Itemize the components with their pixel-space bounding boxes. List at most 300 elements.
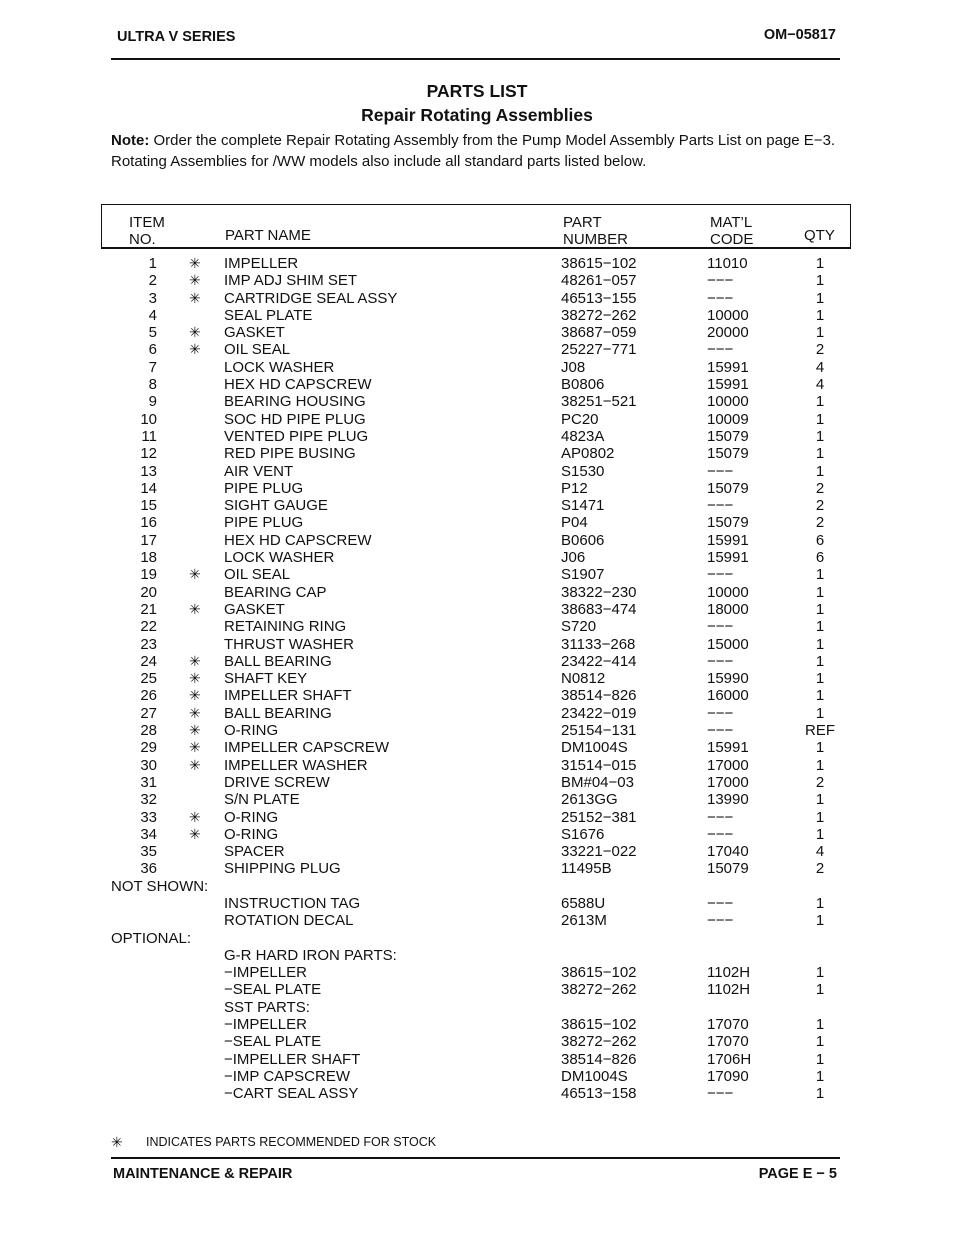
table-row: [0, 463, 954, 480]
material-code: 15000: [707, 635, 749, 653]
quantity: 1: [815, 1050, 825, 1068]
footer-page-number: PAGE E − 5: [758, 1166, 837, 1182]
part-number: 11495B: [561, 860, 612, 878]
not-shown-label: NOT SHOWN:: [111, 877, 209, 895]
material-code: 17040: [707, 843, 749, 861]
table-row: [0, 549, 954, 566]
quantity: 4: [815, 843, 825, 861]
stock-star-icon: ✳: [189, 704, 201, 721]
material-code: −−−: [707, 462, 734, 480]
quantity: 1: [815, 808, 825, 826]
material-code: 10009: [707, 410, 749, 428]
optional-row: [0, 981, 954, 998]
part-name: IMPELLER CAPSCREW: [224, 739, 390, 757]
optional-row: [0, 1085, 954, 1102]
part-name: BEARING CAP: [224, 583, 327, 601]
item-number: 18: [140, 549, 157, 567]
optional-label: OPTIONAL:: [111, 929, 192, 947]
stock-star-icon: ✳: [189, 825, 201, 842]
material-code: 15079: [707, 445, 749, 463]
quantity: 1: [815, 255, 825, 272]
item-number: 5: [148, 324, 157, 342]
part-name: VENTED PIPE PLUG: [224, 427, 369, 445]
material-code: 10000: [707, 393, 749, 411]
material-code: 1102H: [707, 981, 751, 999]
material-code: 10000: [707, 583, 749, 601]
stock-star-icon: ✳: [189, 670, 201, 687]
item-number: 27: [140, 704, 157, 722]
part-number: J06: [561, 549, 586, 567]
table-row: [0, 601, 954, 618]
part-number: S1676: [561, 825, 605, 843]
quantity: 1: [815, 981, 825, 999]
part-name: GASKET: [224, 600, 285, 618]
material-code: 10000: [707, 306, 749, 324]
item-number: 10: [140, 410, 157, 428]
part-name: −IMP CAPSCREW: [224, 1067, 350, 1085]
quantity: 6: [815, 531, 825, 549]
part-name: O-RING: [224, 808, 279, 826]
item-number: 13: [140, 462, 157, 480]
material-code: −−−: [707, 894, 734, 912]
quantity: 1: [815, 635, 825, 653]
part-number: 38251−521: [561, 393, 637, 411]
part-number: 23422−019: [561, 704, 637, 722]
item-number: 15: [140, 497, 157, 515]
table-row: [0, 757, 954, 774]
table-row: [0, 618, 954, 635]
material-code: 15991: [707, 739, 749, 757]
part-name: OIL SEAL: [224, 341, 291, 359]
quantity: 1: [815, 272, 825, 290]
item-number: 21: [140, 600, 157, 618]
table-row: [0, 376, 954, 393]
quantity: 1: [815, 324, 825, 342]
part-name: −IMPELLER SHAFT: [224, 1050, 361, 1068]
material-code: −−−: [707, 652, 734, 670]
table-row: [0, 774, 954, 791]
optional-row: [0, 1033, 954, 1050]
quantity: 1: [815, 462, 825, 480]
quantity: 6: [815, 549, 825, 567]
table-row: [0, 393, 954, 410]
table-row: [0, 739, 954, 756]
part-name: BEARING HOUSING: [224, 393, 366, 411]
table-row: [0, 341, 954, 358]
table-row: [0, 566, 954, 583]
item-number: 12: [140, 445, 157, 463]
quantity: 1: [815, 756, 825, 774]
part-name: PIPE PLUG: [224, 514, 304, 532]
part-number: 31133−268: [561, 635, 636, 653]
part-name: SHAFT KEY: [224, 670, 308, 688]
quantity: 1: [815, 566, 825, 584]
quantity: 2: [815, 497, 825, 515]
item-number: 8: [148, 376, 157, 394]
quantity: 1: [815, 1067, 825, 1085]
part-number: 4823A: [561, 427, 605, 445]
material-code: −−−: [707, 825, 734, 843]
item-number: 17: [140, 531, 157, 549]
material-code: −−−: [707, 497, 734, 515]
not-shown-row: [0, 912, 954, 929]
part-number: 31514−015: [561, 756, 637, 774]
material-code: 15079: [707, 514, 749, 532]
table-row: [0, 670, 954, 687]
part-number: 46513−155: [561, 289, 637, 307]
item-number: 32: [140, 791, 157, 809]
parts-table-body: [0, 255, 954, 1103]
material-code: 16000: [707, 687, 749, 705]
part-name: CARTRIDGE SEAL ASSY: [224, 289, 398, 307]
part-name: S/N PLATE: [224, 791, 300, 809]
quantity: 1: [815, 964, 825, 982]
footnote-text: INDICATES PARTS RECOMMENDED FOR STOCK: [146, 1135, 437, 1149]
table-row: [0, 359, 954, 376]
material-code: 15079: [707, 860, 749, 878]
part-number: 38272−262: [561, 306, 637, 324]
part-number: 6588U: [561, 894, 606, 912]
material-code: −−−: [707, 566, 734, 584]
stock-star-icon: ✳: [189, 324, 201, 341]
table-row: [0, 480, 954, 497]
quantity: 1: [815, 618, 825, 636]
table-row: [0, 532, 954, 549]
item-number: 33: [140, 808, 157, 826]
material-code: 11010: [707, 255, 748, 272]
table-row: [0, 826, 954, 843]
table-row: [0, 497, 954, 514]
material-code: −−−: [707, 722, 734, 740]
part-number: P12: [561, 479, 588, 497]
part-name: IMP ADJ SHIM SET: [224, 272, 358, 290]
part-number: DM1004S: [561, 739, 628, 757]
part-name: PIPE PLUG: [224, 479, 304, 497]
item-number: 35: [140, 843, 157, 861]
part-number: 38514−826: [561, 1050, 637, 1068]
material-code: 15990: [707, 670, 749, 688]
col-matl-code: MAT’L CODE: [710, 214, 754, 248]
material-code: 17070: [707, 1033, 749, 1051]
part-name: DRIVE SCREW: [224, 773, 330, 791]
item-number: 1: [148, 255, 157, 272]
table-row: [0, 255, 954, 272]
item-number: 36: [140, 860, 157, 878]
optional-row: [0, 1051, 954, 1068]
material-code: 15991: [707, 376, 749, 394]
item-number: 3: [148, 289, 157, 307]
quantity: 2: [815, 514, 825, 532]
material-code: −−−: [707, 289, 734, 307]
part-number: 38615−102: [561, 964, 637, 982]
material-code: 17090: [707, 1067, 749, 1085]
material-code: 15991: [707, 358, 749, 376]
stock-star-icon: ✳: [189, 255, 201, 271]
part-number: 38615−102: [561, 255, 637, 272]
part-name: OIL SEAL: [224, 566, 291, 584]
quantity: 1: [815, 704, 825, 722]
item-number: 22: [140, 618, 157, 636]
footer-section: MAINTENANCE & REPAIR: [113, 1166, 293, 1182]
part-name: RETAINING RING: [224, 618, 347, 636]
part-number: S1471: [561, 497, 605, 515]
material-code: 17000: [707, 756, 749, 774]
quantity: 4: [815, 376, 825, 394]
optional-row: [0, 999, 954, 1016]
section-label-row: [0, 930, 954, 947]
item-number: 23: [140, 635, 157, 653]
material-code: −−−: [707, 341, 734, 359]
part-number: 48261−057: [561, 272, 637, 290]
item-number: 20: [140, 583, 157, 601]
table-row: [0, 705, 954, 722]
part-number: 25227−771: [561, 341, 637, 359]
part-number: 38687−059: [561, 324, 637, 342]
part-number: 38272−262: [561, 1033, 637, 1051]
part-name: IMPELLER SHAFT: [224, 687, 352, 705]
page-title: PARTS LIST: [426, 81, 528, 101]
part-number: S720: [561, 618, 597, 636]
item-number: 29: [140, 739, 157, 757]
stock-star-icon: ✳: [189, 808, 201, 825]
material-code: −−−: [707, 1085, 734, 1103]
quantity: 2: [815, 479, 825, 497]
material-code: 18000: [707, 600, 749, 618]
part-name: SIGHT GAUGE: [224, 497, 328, 515]
part-number: 38615−102: [561, 1016, 637, 1034]
part-name: SPACER: [224, 843, 285, 861]
material-code: 1102H: [707, 964, 751, 982]
quantity: 1: [815, 912, 825, 930]
table-header: [101, 204, 851, 249]
table-row: [0, 307, 954, 324]
part-name: INSTRUCTION TAG: [224, 894, 361, 912]
part-name: THRUST WASHER: [224, 635, 355, 653]
quantity: 1: [815, 739, 825, 757]
part-number: 46513−158: [561, 1085, 637, 1103]
quantity: 1: [815, 427, 825, 445]
part-number: 25152−381: [561, 808, 637, 826]
stock-star-icon: ✳: [189, 272, 201, 289]
footer-rule: [111, 1157, 840, 1159]
quantity: 1: [815, 1033, 825, 1051]
header-rule: [111, 58, 840, 60]
material-code: −−−: [707, 704, 734, 722]
quantity: 1: [815, 410, 825, 428]
quantity: REF: [805, 722, 835, 740]
part-name: RED PIPE BUSING: [224, 445, 356, 463]
part-number: N0812: [561, 670, 606, 688]
stock-star-icon: ✳: [189, 566, 201, 583]
table-row: [0, 653, 954, 670]
table-row: [0, 809, 954, 826]
item-number: 26: [140, 687, 157, 705]
stock-star-icon: ✳: [189, 600, 201, 617]
material-code: 13990: [707, 791, 749, 809]
col-part-number: PART NUMBER: [563, 214, 629, 248]
material-code: 1706H: [707, 1050, 752, 1068]
table-row: [0, 445, 954, 462]
part-number: 2613GG: [561, 791, 618, 809]
part-number: PC20: [561, 410, 599, 428]
part-name: BALL BEARING: [224, 652, 332, 670]
part-number: 38272−262: [561, 981, 637, 999]
part-name: SST PARTS:: [224, 998, 310, 1016]
quantity: 1: [815, 670, 825, 688]
stock-star-icon: ✳: [189, 652, 201, 669]
quantity: 1: [815, 1016, 825, 1034]
part-name: SOC HD PIPE PLUG: [224, 410, 366, 428]
part-name: −SEAL PLATE: [224, 1033, 322, 1051]
material-code: 15991: [707, 549, 749, 567]
material-code: −−−: [707, 808, 734, 826]
material-code: 20000: [707, 324, 749, 342]
note-label: Note:: [111, 132, 150, 149]
quantity: 1: [815, 1085, 825, 1103]
quantity: 1: [815, 652, 825, 670]
part-number: 25154−131: [561, 722, 637, 740]
item-number: 31: [140, 773, 157, 791]
quantity: 1: [815, 289, 825, 307]
note-paragraph: [111, 130, 846, 172]
stock-star-icon: ✳: [189, 341, 201, 358]
optional-row: [0, 964, 954, 981]
table-row: [0, 687, 954, 704]
part-name: AIR VENT: [224, 462, 294, 480]
header-series: ULTRA V SERIES: [117, 29, 236, 45]
part-number: S1530: [561, 462, 605, 480]
quantity: 1: [815, 791, 825, 809]
quantity: 1: [815, 445, 825, 463]
item-number: 24: [140, 652, 157, 670]
part-number: S1907: [561, 566, 605, 584]
part-number: 38514−826: [561, 687, 637, 705]
col-item-no: ITEM NO.: [129, 214, 165, 248]
part-number: 2613M: [561, 912, 607, 930]
item-number: 28: [140, 722, 157, 740]
part-name: −IMPELLER: [224, 1016, 307, 1034]
table-row: [0, 584, 954, 601]
part-number: B0806: [561, 376, 605, 394]
stock-star-icon: ✳: [189, 722, 201, 739]
part-name: SEAL PLATE: [224, 306, 313, 324]
part-name: GASKET: [224, 324, 285, 342]
col-qty: QTY: [804, 227, 835, 244]
stock-star-icon: ✳: [189, 739, 201, 756]
stock-star-icon: ✳: [189, 687, 201, 704]
item-number: 2: [148, 272, 157, 290]
part-number: 38683−474: [561, 600, 637, 618]
part-name: SHIPPING PLUG: [224, 860, 341, 878]
part-number: AP0802: [561, 445, 615, 463]
part-name: LOCK WASHER: [224, 358, 335, 376]
quantity: 1: [815, 600, 825, 618]
quantity: 1: [815, 306, 825, 324]
stock-star-icon: ✳: [189, 756, 201, 773]
part-number: P04: [561, 514, 588, 532]
stock-star-icon: ✳: [189, 289, 201, 306]
table-row: [0, 636, 954, 653]
table-row: [0, 843, 954, 860]
part-name: LOCK WASHER: [224, 549, 335, 567]
material-code: 17070: [707, 1016, 749, 1034]
quantity: 1: [815, 393, 825, 411]
part-name: BALL BEARING: [224, 704, 332, 722]
part-name: G-R HARD IRON PARTS:: [224, 946, 397, 964]
part-name: IMPELLER WASHER: [224, 756, 368, 774]
quantity: 2: [815, 860, 825, 878]
quantity: 1: [815, 894, 825, 912]
table-row: [0, 290, 954, 307]
part-number: DM1004S: [561, 1067, 628, 1085]
quantity: 2: [815, 773, 825, 791]
quantity: 4: [815, 358, 825, 376]
table-row: [0, 514, 954, 531]
item-number: 9: [148, 393, 157, 411]
part-number: 38322−230: [561, 583, 637, 601]
stock-star-icon: ✳: [111, 1134, 123, 1150]
item-number: 14: [140, 479, 157, 497]
item-number: 6: [148, 341, 157, 359]
table-row: [0, 324, 954, 341]
material-code: −−−: [707, 912, 734, 930]
item-number: 11: [141, 427, 157, 445]
section-label-row: [0, 878, 954, 895]
quantity: 1: [815, 583, 825, 601]
part-number: 23422−414: [561, 652, 637, 670]
part-name: HEX HD CAPSCREW: [224, 376, 372, 394]
quantity: 1: [815, 687, 825, 705]
part-number: 33221−022: [561, 843, 637, 861]
item-number: 16: [140, 514, 157, 532]
table-row: [0, 411, 954, 428]
optional-row: [0, 1068, 954, 1085]
material-code: −−−: [707, 618, 734, 636]
item-number: 30: [140, 756, 157, 774]
part-name: O-RING: [224, 825, 279, 843]
table-row: [0, 791, 954, 808]
quantity: 2: [815, 341, 825, 359]
part-name: IMPELLER: [224, 255, 299, 272]
page-subtitle: Repair Rotating Assemblies: [361, 105, 593, 125]
material-code: −−−: [707, 272, 734, 290]
part-number: J08: [561, 358, 586, 376]
item-number: 34: [140, 825, 157, 843]
part-name: HEX HD CAPSCREW: [224, 531, 372, 549]
table-row: [0, 428, 954, 445]
part-name: O-RING: [224, 722, 279, 740]
part-name: −SEAL PLATE: [224, 981, 322, 999]
table-row: [0, 272, 954, 289]
item-number: 7: [148, 358, 157, 376]
part-name: −IMPELLER: [224, 964, 307, 982]
material-code: 15079: [707, 479, 749, 497]
table-row: [0, 860, 954, 877]
item-number: 4: [148, 306, 157, 324]
material-code: 17000: [707, 773, 749, 791]
material-code: 15079: [707, 427, 749, 445]
not-shown-row: [0, 895, 954, 912]
optional-row: [0, 947, 954, 964]
note-text: Order the complete Repair Rotating Assembly from the Pump Model Assembly Parts List on page E−3. Rotating Assemblies for /WW models also include all standard parts listed below.: [111, 132, 836, 170]
item-number: 19: [140, 566, 157, 584]
col-part-name: PART NAME: [225, 227, 311, 244]
part-name: −CART SEAL ASSY: [224, 1085, 359, 1103]
quantity: 1: [815, 825, 825, 843]
item-number: 25: [140, 670, 157, 688]
header-doc-number: OM−05817: [763, 27, 836, 43]
material-code: 15991: [707, 531, 749, 549]
